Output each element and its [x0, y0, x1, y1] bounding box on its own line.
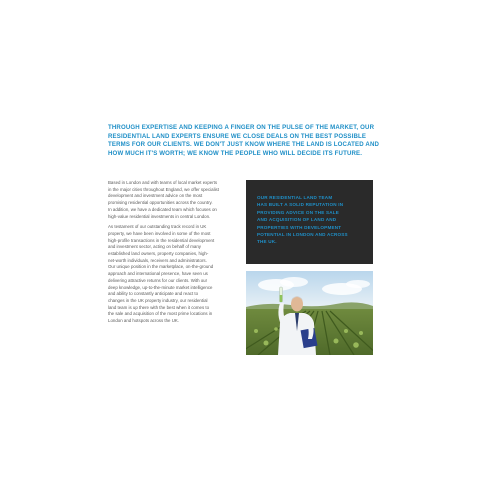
callout-text: OUR RESIDENTIAL LAND TEAM HAS BUILT A SOLID REPUTATION IN PROVIDING ADVICE ON THE SALE AND ACQUISITION OF LAND AND PROPERTIES WITH DEVELOPMENT POTENTIAL IN LONDON AND ACROSS THE UK.: [257, 195, 348, 245]
body-paragraph-1: Based in London and with teams of local market experts in the major cities throughout England, we offer specialist development and investment advice on the most promising residential opportunities across the country. In addition, we have a dedicated team which focuses on high-value residential investments in central London.: [108, 180, 219, 219]
callout-box: [246, 180, 373, 264]
body-paragraph-2: As testament of our outstanding track record in UK property, we have been involved in some of the most high-profile transactions in the residential development and investment sector, acting on behalf of many established land owners, property companies, high- net-worth individuals, receivers and administrators. Our unique position in the marketplace, on-the-ground approach and international presence, have seen us delivering attractive returns for our clients. With our deep knowledge, up-to-the-minute market intelligence and ability to constantly anticipate and react to changes in the UK property industry, our residential land team is up there with the best when it comes to the sale and acquisition of the most prime locations in London and hotspots across the UK.: [108, 224, 215, 324]
scientist-field-illustration: [246, 271, 373, 355]
scientist-field-photo: [246, 271, 373, 355]
body-text-column: [108, 180, 238, 329]
intro-headline: THROUGH EXPERTISE AND KEEPING A FINGER ON THE PULSE OF THE MARKET, OUR RESIDENTIAL LAND EXPERTS ENSURE WE CLOSE DEALS ON THE BEST POSSIBLE TERMS FOR OUR CLIENTS. WE DON'T JUST KNOW WHERE THE LAND IS LOCATED AND HOW MUCH IT'S WORTH; WE KNOW THE PEOPLE WHO WILL DECIDE ITS FUTURE.: [108, 124, 380, 157]
